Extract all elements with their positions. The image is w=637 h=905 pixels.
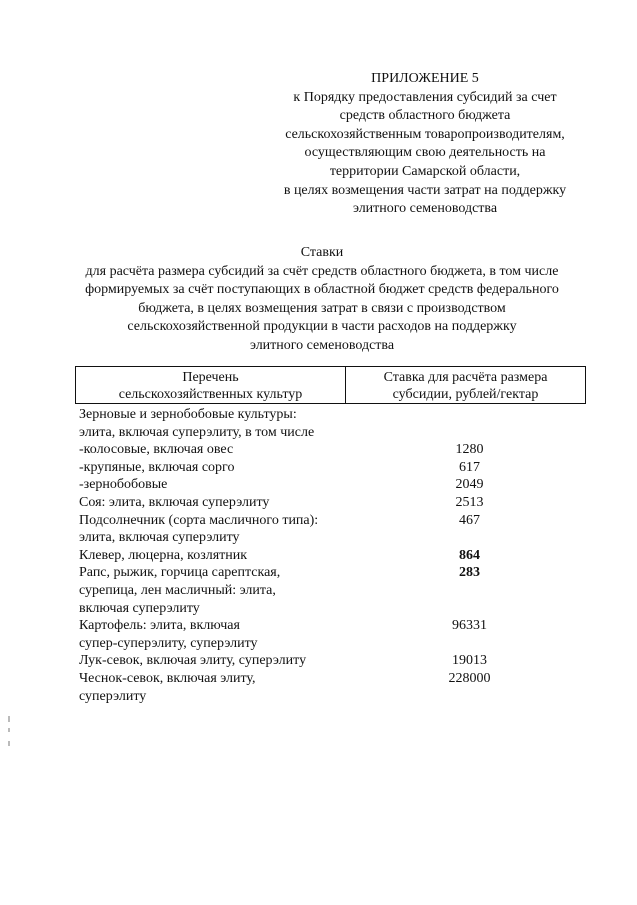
scan-artifact [8, 716, 10, 722]
appendix-line: осуществляющим свою деятельность на [304, 145, 546, 161]
crop-name-text: элита, включая суперэлиту, в том числе [79, 424, 315, 440]
table-row [75, 476, 586, 494]
appendix-line: элитного семеноводства [352, 201, 498, 217]
header-text: Ставка для расчёта размера [383, 370, 548, 385]
crop-name-text: Зерновые и зернобобовые культуры: [79, 407, 297, 422]
crop-name-text: элита, включая суперэлиту [79, 530, 240, 546]
title-line: формируемых за счёт поступающих в областной бюджет средств федерального [85, 282, 559, 298]
table-body [75, 406, 586, 705]
header-text: Перечень [182, 370, 239, 385]
table-header [75, 366, 586, 404]
appendix-line: в целях возмещения части затрат на поддержку [283, 182, 567, 198]
rate-value-cell: 1280 [455, 442, 484, 458]
crop-name-cell [75, 564, 345, 617]
rate-value-cell: 617 [459, 459, 480, 475]
crop-name-text: Чеснок-севок, включая элиту, [79, 670, 256, 686]
table-row [75, 441, 586, 459]
crop-name-text: сурепица, лен масличный: элита, [79, 582, 276, 598]
table-row [75, 652, 586, 670]
table-row [75, 406, 586, 441]
title-line: бюджета, в целях возмещения затрат в связи с производством [138, 300, 506, 316]
crop-name-text: Соя: элита, включая суперэлиту [79, 494, 270, 510]
crop-name-cell [75, 512, 345, 547]
table-row [75, 459, 586, 477]
header-text: субсидии, рублей/гектар [392, 387, 539, 402]
crop-name-text: включая суперэлиту [79, 600, 200, 616]
appendix-header [258, 70, 592, 219]
appendix-line: сельскохозяйственным товаропроизводителям, [285, 126, 565, 142]
crop-name-cell [75, 441, 345, 459]
title-line: для расчёта размера субсидий за счёт средств областного бюджета, в том числе [85, 263, 559, 279]
crop-name-text: -зернобобовые [79, 477, 168, 493]
scan-artifact [8, 741, 10, 746]
title-line: сельскохозяйственной продукции в части расходов на поддержку [127, 319, 517, 335]
rate-value-cell: 2049 [455, 477, 484, 493]
crop-name-cell [75, 476, 345, 494]
crop-name-text: Клевер, люцерна, козлятник [79, 547, 248, 563]
crop-name-text: Лук-севок, включая элиту, суперэлиту [79, 653, 307, 669]
header-rate [346, 367, 585, 403]
crop-name-text: Подсолнечник (сорта масличного типа): [79, 512, 319, 528]
rate-value-cell: 228000 [448, 670, 491, 686]
table-row [75, 512, 586, 547]
scan-artifact [8, 728, 10, 732]
crop-name-text: Картофель: элита, включая [79, 618, 240, 634]
header-crop-list [76, 367, 346, 403]
crop-name-cell [75, 670, 345, 705]
table-row [75, 617, 586, 652]
crop-name-text: супер-суперэлиту, суперэлиту [79, 635, 258, 651]
rate-value-cell [345, 406, 584, 441]
appendix-line: средств областного бюджета [339, 108, 511, 124]
rate-value-cell: 96331 [452, 618, 487, 634]
table-row [75, 547, 586, 565]
appendix-title: ПРИЛОЖЕНИЕ 5 [371, 71, 479, 86]
rate-value-cell: 283 [459, 565, 480, 581]
document-title [40, 244, 604, 356]
table-row [75, 670, 586, 705]
crop-name-cell [75, 406, 345, 441]
crop-name-cell [75, 459, 345, 477]
table-row [75, 494, 586, 512]
crop-name-cell [75, 494, 345, 512]
header-text: сельскохозяйственных культур [118, 387, 303, 402]
crop-name-text: -колосовые, включая овес [79, 442, 234, 458]
appendix-line: к Порядку предоставления субсидий за счет [293, 89, 557, 105]
rate-value-cell: 467 [459, 512, 480, 528]
crop-name-cell [75, 547, 345, 565]
crop-name-text: суперэлиту [79, 688, 147, 704]
appendix-line: территории Самарской области, [329, 163, 521, 179]
title-heading: Ставки [300, 245, 344, 260]
rate-value-cell: 2513 [455, 494, 484, 510]
title-line: элитного семеноводства [249, 337, 395, 353]
crop-name-cell [75, 617, 345, 652]
rate-value-cell: 864 [459, 547, 480, 563]
crop-name-text: Рапс, рыжик, горчица сарептская, [79, 565, 281, 581]
table-row [75, 564, 586, 617]
crop-name-cell [75, 652, 345, 670]
rates-table [75, 366, 586, 705]
crop-name-text: -крупяные, включая сорго [79, 459, 235, 475]
rate-value-cell: 19013 [452, 653, 487, 669]
